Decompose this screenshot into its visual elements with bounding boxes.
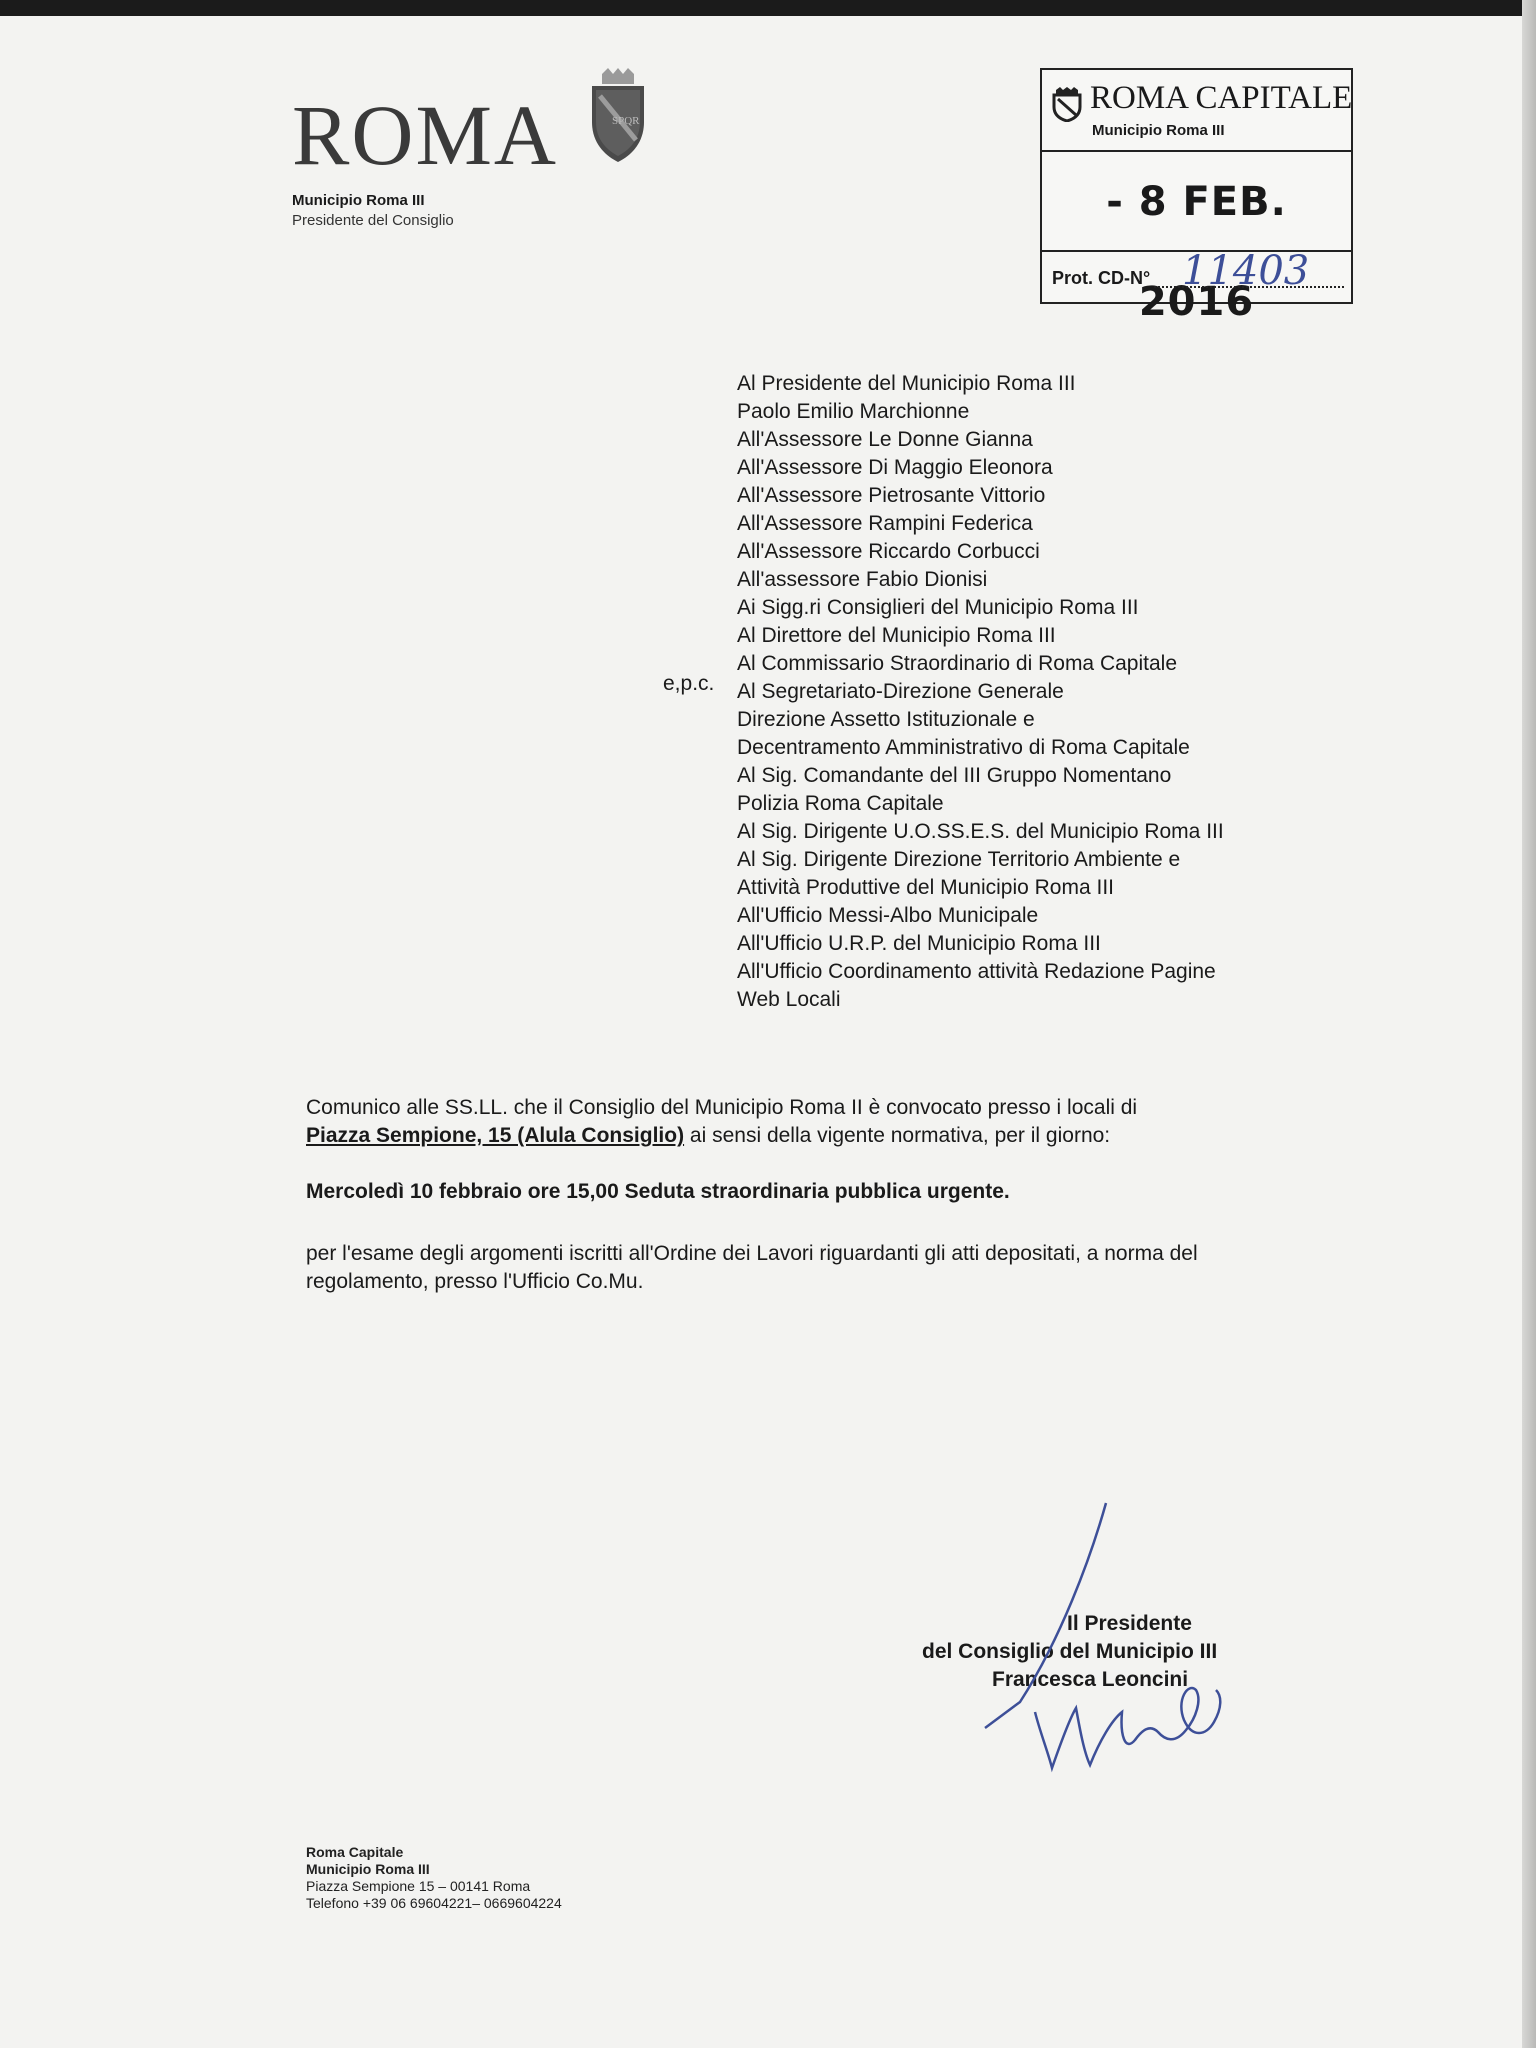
recipient-line: Direzione Assetto Istituzionale e (737, 708, 1035, 731)
stamp-subtitle: Municipio Roma III (1092, 122, 1225, 139)
stamp-protocol-label: Prot. CD-N° (1052, 268, 1151, 288)
protocol-stamp (1040, 68, 1353, 325)
recipient-line: Al Presidente del Municipio Roma III (737, 372, 1076, 395)
recipient-line: All'Ufficio Coordinamento attività Redazione Pagine (737, 960, 1216, 983)
stamp-title: ROMA CAPITALE (1090, 80, 1353, 116)
footer-entity: Roma Capitale (306, 1844, 404, 1860)
recipient-line: Al Commissario Straordinario di Roma Capitale (737, 652, 1177, 675)
recipient-line: Web Locali (737, 988, 841, 1011)
scan-edge-top (0, 0, 1536, 16)
header-role: Presidente del Consiglio (292, 212, 454, 229)
recipient-line: Decentramento Amministrativo di Roma Capitale (737, 736, 1190, 759)
recipient-line: All'Assessore Le Donne Gianna (737, 428, 1033, 451)
recipient-line: Al Sig. Comandante del III Gruppo Nomentano (737, 764, 1172, 787)
meeting-date-line: Mercoledì 10 febbraio ore 15,00 Seduta straordinaria pubblica urgente. (306, 1180, 1010, 1203)
recipient-list (737, 370, 1377, 1014)
recipient-line: All'Assessore Di Maggio Eleonora (737, 456, 1053, 479)
recipient-line: Al Direttore del Municipio Roma III (737, 624, 1056, 647)
header-office: Municipio Roma III (292, 192, 425, 209)
recipient-line: Polizia Roma Capitale (737, 792, 944, 815)
stamp-shield-icon (1052, 86, 1082, 122)
footer-office: Municipio Roma III (306, 1861, 430, 1877)
signature-title: Il Presidente (1067, 1612, 1192, 1635)
body-paragraph-convocation (306, 1094, 1306, 1150)
body-paragraph-agenda: per l'esame degli argomenti iscritti all'Ordine dei Lavori riguardanti gli atti depositati, a norma del regolamento, presso l'Ufficio Co.Mu. (306, 1242, 1198, 1293)
recipient-line: Al Sig. Dirigente U.O.SS.E.S. del Municipio Roma III (737, 820, 1224, 843)
stamp-protocol-number: 11403 (1182, 248, 1310, 294)
convocation-text-end: ai sensi della vigente normativa, per il giorno: (684, 1124, 1111, 1147)
stamp-header (1042, 70, 1351, 152)
footer-address (306, 1844, 562, 1912)
recipient-line: All'Ufficio U.R.P. del Municipio Roma III (737, 932, 1101, 955)
recipient-line: Paolo Emilio Marchionne (737, 400, 970, 423)
stamp-date: - 8 FEB. 2016 (1042, 152, 1351, 252)
recipient-line: Attività Produttive del Municipio Roma III (737, 876, 1114, 899)
crest-text: SPQR (612, 115, 640, 127)
meeting-place: Piazza Sempione, 15 (Alula Consiglio) (306, 1124, 685, 1147)
recipient-line: All'Assessore Rampini Federica (737, 512, 1033, 535)
roma-crest-icon (584, 66, 652, 164)
recipient-line: Ai Sigg.ri Consiglieri del Municipio Roma III (737, 596, 1139, 619)
recipient-line: All'assessore Fabio Dionisi (737, 568, 988, 591)
footer-street: Piazza Sempione 15 – 00141 Roma (306, 1878, 531, 1894)
recipient-line: Al Sig. Dirigente Direzione Territorio Ambiente e (737, 848, 1181, 871)
footer-phone: Telefono +39 06 69604221– 0669604224 (306, 1895, 562, 1911)
recipient-line: All'Ufficio Messi-Albo Municipale (737, 904, 1039, 927)
signature-office: del Consiglio del Municipio III (922, 1640, 1218, 1663)
signature-name: Francesca Leoncini (992, 1668, 1189, 1691)
recipient-line: All'Assessore Riccardo Corbucci (737, 540, 1040, 563)
convocation-text: Comunico alle SS.LL. che il Consiglio del Municipio Roma II è convocato presso i locali di (306, 1096, 1138, 1119)
brand-wordmark: ROMA (292, 87, 559, 183)
recipient-line: Al Segretariato-Direzione Generale (737, 680, 1064, 703)
epc-label: e,p.c. (663, 672, 715, 695)
scan-edge-right (1522, 0, 1536, 2048)
recipient-line: All'Assessore Pietrosante Vittorio (737, 484, 1046, 507)
